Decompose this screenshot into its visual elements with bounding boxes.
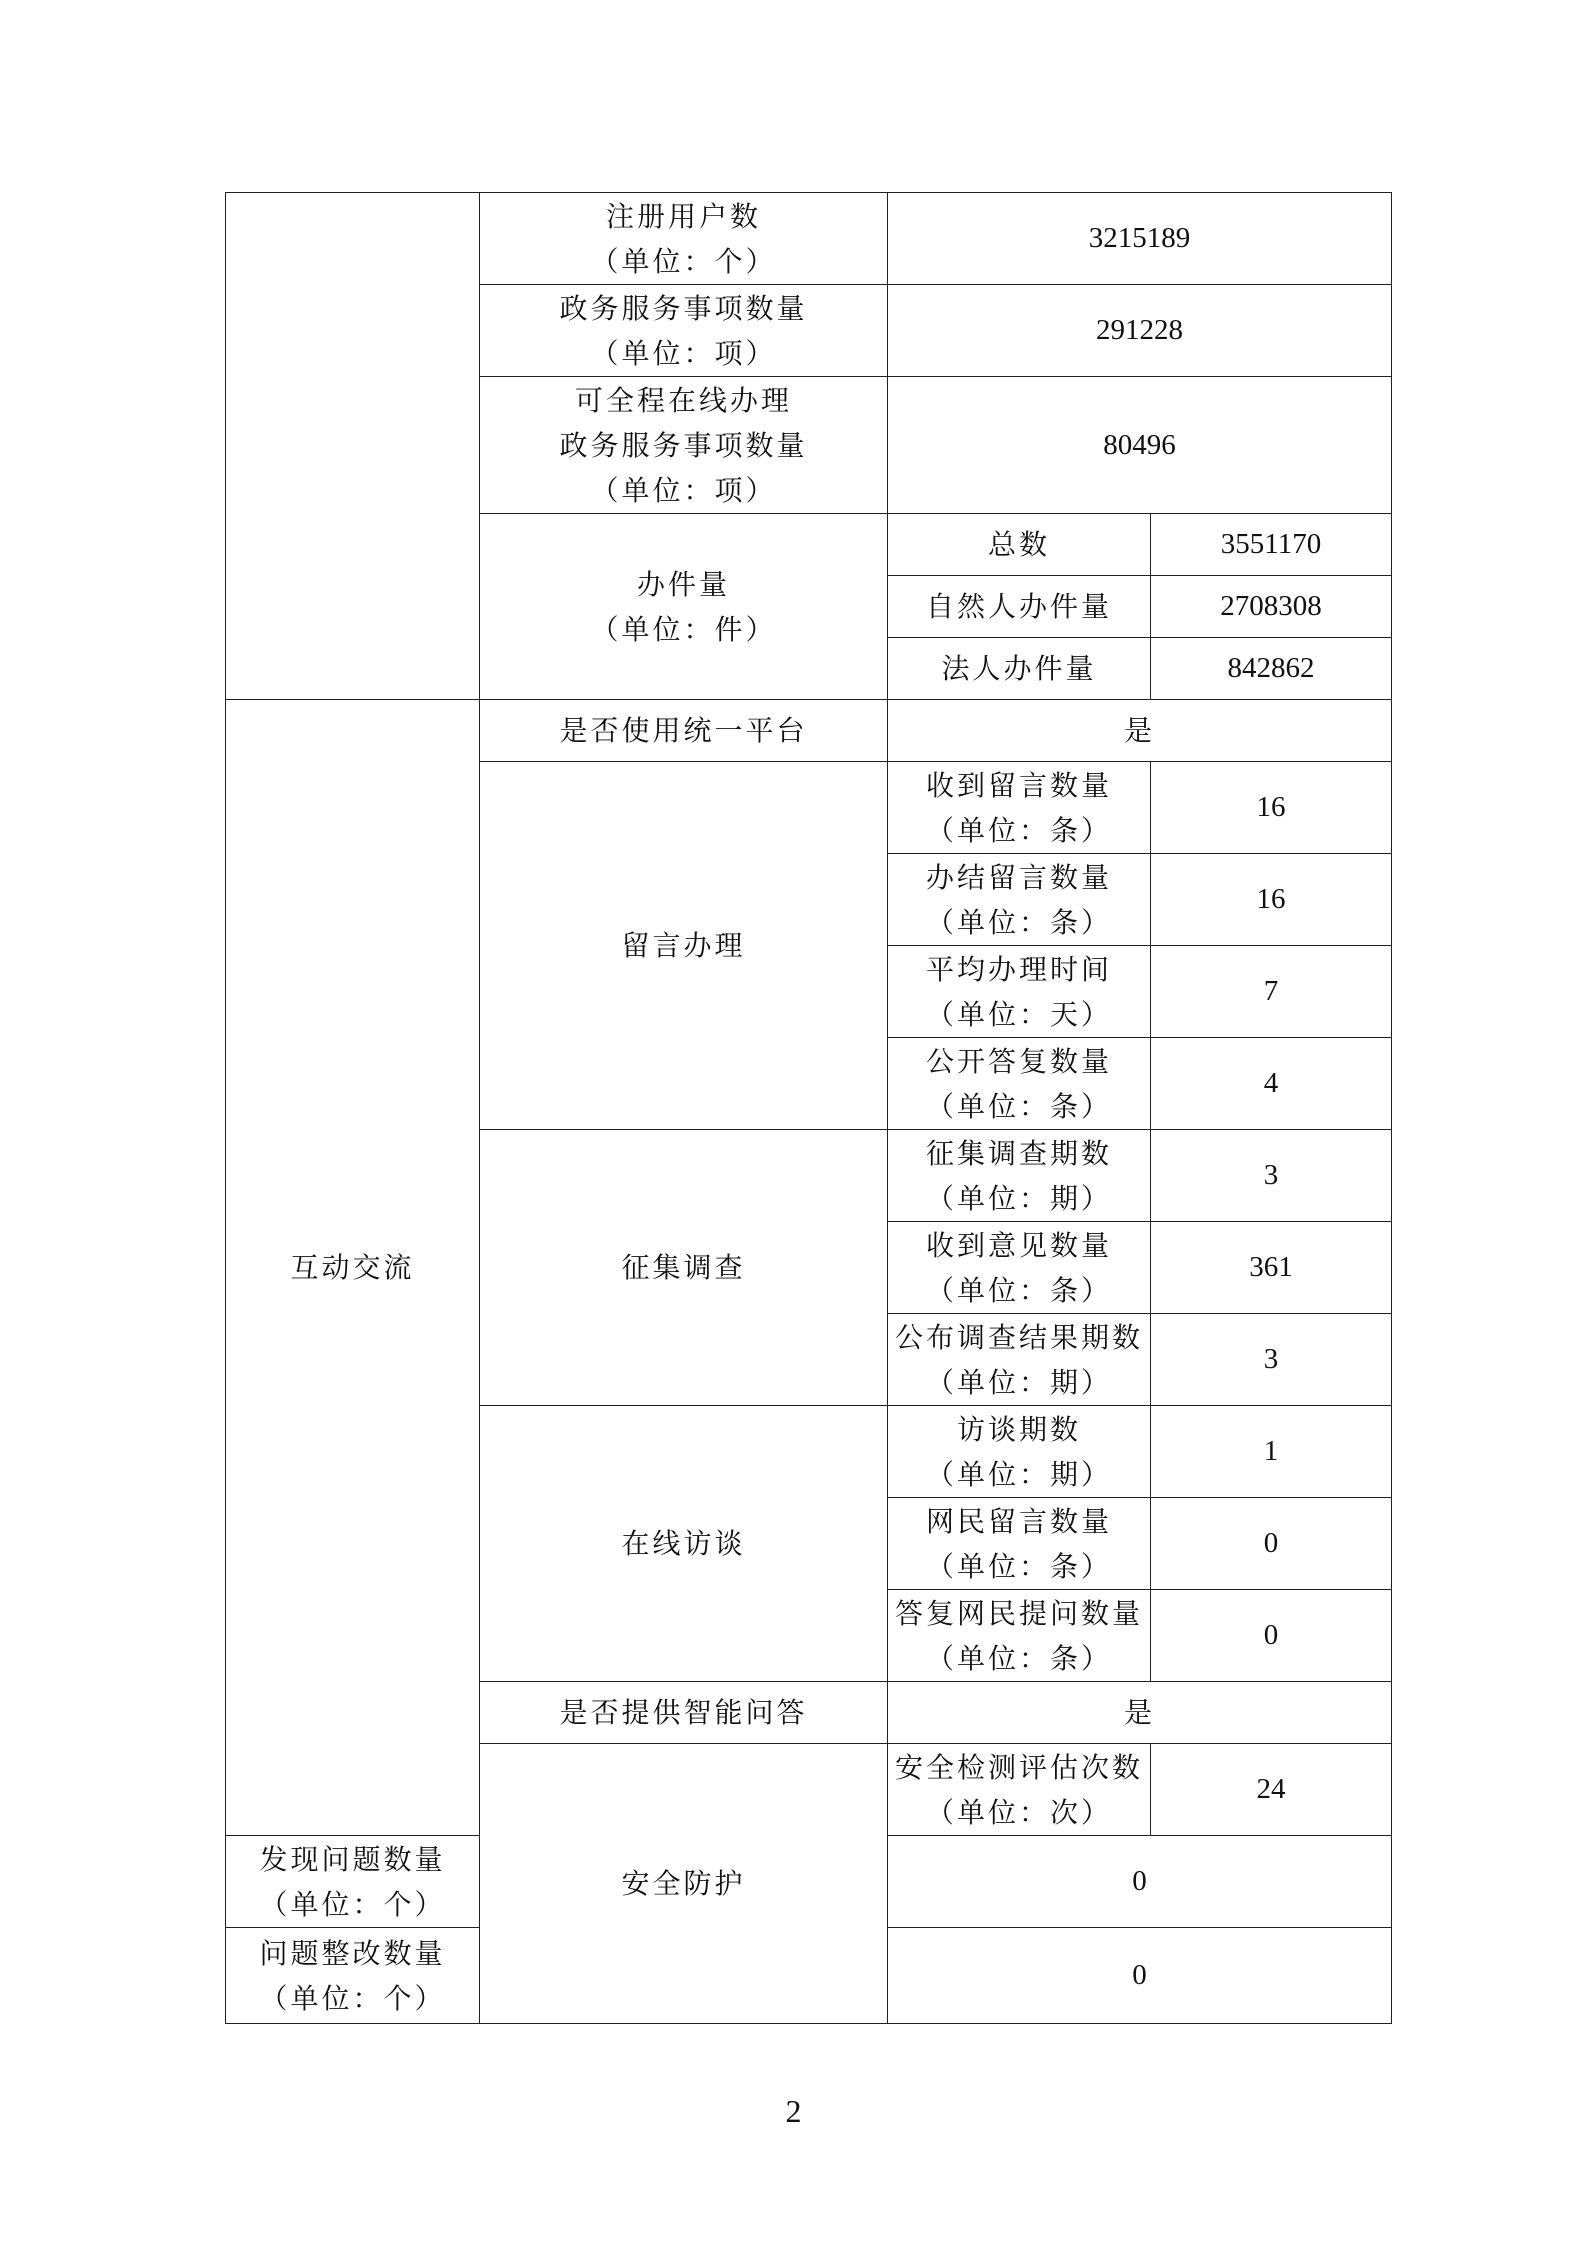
- unit-text: （单位：个）: [259, 1981, 446, 2015]
- unit-text: （单位：期）: [925, 1457, 1112, 1491]
- label-cell: 是否使用统一平台: [480, 700, 888, 762]
- sub-label-cell: [888, 1590, 1151, 1682]
- category-cell: 安全防护: [480, 1744, 888, 2024]
- value-cell: 842862: [1151, 638, 1392, 700]
- label-text: 公布调查结果期数: [894, 1320, 1143, 1354]
- value-cell: 7: [1151, 946, 1392, 1038]
- unit-text: （单位：个）: [590, 244, 777, 278]
- label-cell: [226, 1836, 480, 1928]
- table-row: [226, 193, 1392, 285]
- label-text: 可全程在线办理: [574, 383, 792, 417]
- value-cell: 361: [1151, 1222, 1392, 1314]
- label-text: 政务服务事项数量: [559, 428, 808, 462]
- label-text: 安全检测评估次数: [894, 1750, 1143, 1784]
- label-text: 网民留言数量: [925, 1504, 1112, 1538]
- sub-label-cell: [888, 1314, 1151, 1406]
- label-text: 发现问题数量: [259, 1842, 446, 1876]
- unit-text: （单位：条）: [925, 1549, 1112, 1583]
- value-cell: 4: [1151, 1038, 1392, 1130]
- value-cell: 3: [1151, 1314, 1392, 1406]
- unit-text: （单位：条）: [925, 813, 1112, 847]
- label-text: 注册用户数: [605, 199, 761, 233]
- category-cell: 互动交流: [226, 700, 480, 1836]
- unit-text: （单位：期）: [925, 1365, 1112, 1399]
- value-cell: 3551170: [1151, 514, 1392, 576]
- sub-label-cell: [888, 1498, 1151, 1590]
- value-cell: 0: [1151, 1590, 1392, 1682]
- statistics-table: [225, 192, 1392, 2024]
- unit-text: （单位：条）: [925, 1641, 1112, 1675]
- sub-label-cell: 法人办件量: [888, 638, 1151, 700]
- value-cell: 0: [888, 1836, 1392, 1928]
- label-text: 收到留言数量: [925, 768, 1112, 802]
- value-cell: 1: [1151, 1406, 1392, 1498]
- value-cell: 291228: [888, 285, 1392, 377]
- sub-label-cell: [888, 1222, 1151, 1314]
- group-cell: 在线访谈: [480, 1406, 888, 1682]
- category-cell-service: [226, 193, 480, 700]
- label-cell: [480, 193, 888, 285]
- value-cell: 3: [1151, 1130, 1392, 1222]
- label-text: 公开答复数量: [925, 1044, 1112, 1078]
- unit-text: （单位：条）: [925, 1273, 1112, 1307]
- label-text: 平均办理时间: [925, 952, 1112, 986]
- label-text: 收到意见数量: [925, 1228, 1112, 1262]
- value-cell: 是: [888, 700, 1392, 762]
- unit-text: （单位：条）: [925, 905, 1112, 939]
- label-cell: [480, 514, 888, 700]
- page-number: 2: [785, 2093, 802, 2129]
- label-cell: [480, 377, 888, 514]
- sub-label-cell: [888, 1038, 1151, 1130]
- label-cell: 是否提供智能问答: [480, 1682, 888, 1744]
- value-cell: 0: [1151, 1498, 1392, 1590]
- sub-label-cell: [888, 1130, 1151, 1222]
- unit-text: （单位：条）: [925, 1089, 1112, 1123]
- unit-text: （单位：项）: [590, 473, 777, 507]
- value-cell: 2708308: [1151, 576, 1392, 638]
- label-text: 答复网民提问数量: [894, 1596, 1143, 1630]
- unit-text: （单位：期）: [925, 1181, 1112, 1215]
- label-text: 办件量: [636, 567, 730, 601]
- sub-label-cell: [888, 854, 1151, 946]
- group-cell: 留言办理: [480, 762, 888, 1130]
- label-text: 问题整改数量: [259, 1936, 446, 1970]
- value-cell: 24: [1151, 1744, 1392, 1836]
- value-cell: 3215189: [888, 193, 1392, 285]
- label-text: 访谈期数: [956, 1412, 1081, 1446]
- group-cell: 征集调查: [480, 1130, 888, 1406]
- unit-text: （单位：件）: [590, 612, 777, 646]
- unit-text: （单位：个）: [259, 1887, 446, 1921]
- value-cell: 16: [1151, 762, 1392, 854]
- sub-label-cell: [888, 1406, 1151, 1498]
- sub-label-cell: 自然人办件量: [888, 576, 1151, 638]
- label-cell: [226, 1928, 480, 2024]
- label-cell: [888, 1744, 1151, 1836]
- label-text: 征集调查期数: [925, 1136, 1112, 1170]
- label-text: 办结留言数量: [925, 860, 1112, 894]
- value-cell: 0: [888, 1928, 1392, 2024]
- unit-text: （单位：项）: [590, 336, 777, 370]
- sub-label-cell: [888, 762, 1151, 854]
- table-row: [226, 700, 1392, 762]
- value-cell: 16: [1151, 854, 1392, 946]
- value-cell: 是: [888, 1682, 1392, 1744]
- label-text: 政务服务事项数量: [559, 291, 808, 325]
- unit-text: （单位：天）: [925, 997, 1112, 1031]
- value-cell: 80496: [888, 377, 1392, 514]
- label-cell: [480, 285, 888, 377]
- sub-label-cell: 总数: [888, 514, 1151, 576]
- sub-label-cell: [888, 946, 1151, 1038]
- unit-text: （单位：次）: [925, 1795, 1112, 1829]
